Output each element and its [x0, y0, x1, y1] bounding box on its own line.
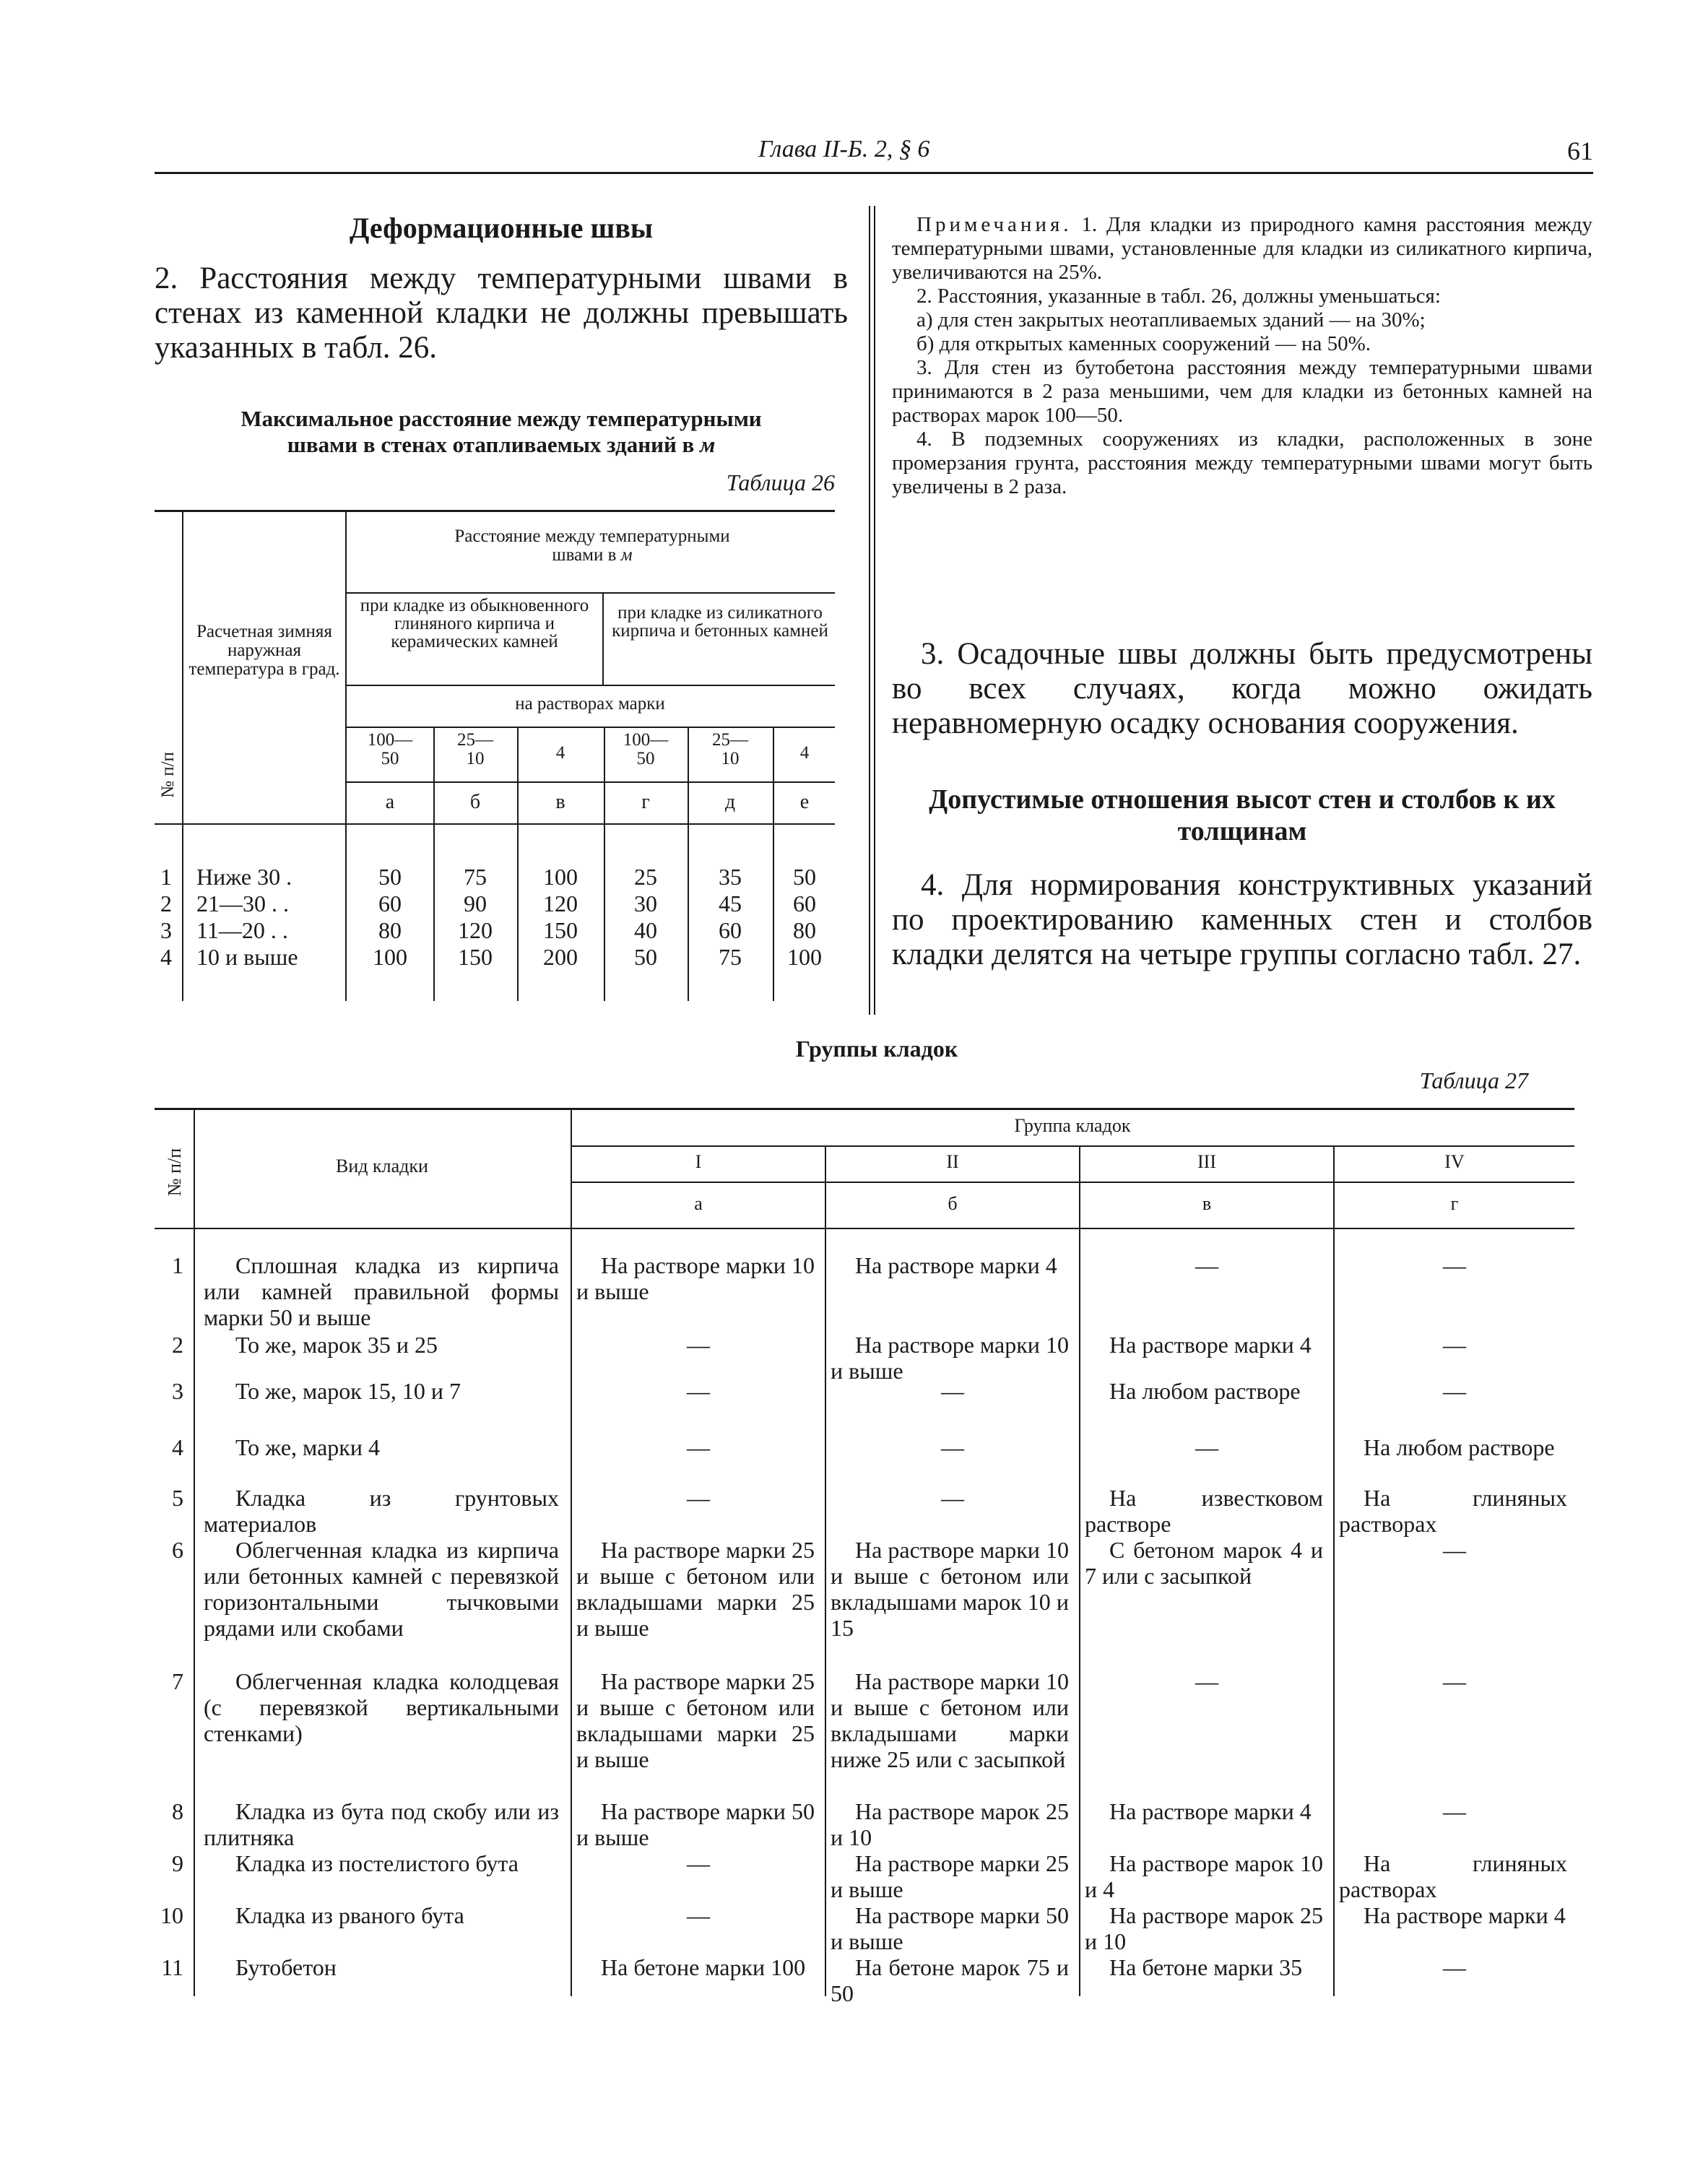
- table-27-title: Группы кладок: [795, 1036, 958, 1062]
- t27-cell: —: [687, 1485, 710, 1511]
- t27-cell: —: [1443, 1332, 1466, 1358]
- t27-group-IV: IV: [1444, 1151, 1465, 1172]
- note-1: [892, 213, 1592, 285]
- t26-cell: 75: [719, 944, 742, 970]
- t27-cell: —: [1195, 1668, 1218, 1694]
- t27-col-group: Группа кладок: [1014, 1115, 1131, 1136]
- t26-col-f: [774, 864, 835, 971]
- t27-group-II: II: [946, 1151, 959, 1172]
- t27-cell: —: [1195, 1252, 1218, 1278]
- table-26-title-line1: Максимальное расстояние между температурными: [240, 406, 762, 431]
- t27-cell: —: [687, 1434, 710, 1460]
- t27-cell: На бетоне марки 35: [1109, 1954, 1303, 1980]
- t27-kind: Бутобетон: [235, 1954, 337, 1980]
- t27-row-num: 5: [172, 1485, 183, 1511]
- t26-cell: 45: [719, 890, 742, 916]
- t27-letter-d: г: [1450, 1193, 1459, 1214]
- paragraph-2: 2. Расстояния между температурными швами в стенах из каменной кладки не должны превышать указанных в табл. 26.: [155, 261, 848, 365]
- t27-kind: Облегченная кладка из кирпича или бетонных камней с перевязкой горизонтальными тычковыми рядами или скобами: [204, 1537, 559, 1641]
- header-rule: [155, 172, 1593, 174]
- t26-letter-f: е: [799, 791, 810, 813]
- t26-cell: 90: [464, 890, 487, 916]
- t26-cell: 40: [634, 917, 657, 943]
- t27-cell: —: [1443, 1378, 1466, 1404]
- t27-cell: На бетоне марки 100: [601, 1954, 806, 1980]
- t26-grade-e: 25— 10: [712, 730, 748, 768]
- t27-cell: —: [687, 1332, 710, 1358]
- t27-kind: Кладка из рваного бута: [235, 1902, 464, 1928]
- t27-cell: На растворе марки 4: [1109, 1798, 1312, 1824]
- table-26-label: Таблица 26: [726, 469, 835, 495]
- section-heading-deformation: Деформационные швы: [349, 212, 654, 244]
- t26-letter-d: г: [641, 791, 650, 813]
- t26-cell: 60: [378, 890, 402, 916]
- note-2b: б) для открытых каменных сооружений — на 50%.: [916, 332, 1371, 355]
- t26-cell: 150: [458, 944, 493, 970]
- t27-cell: На растворе марки 25 и выше с бетоном или вкладышами марки 25 и выше: [576, 1668, 815, 1772]
- t26-cell: 150: [543, 917, 578, 943]
- t27-cell: —: [687, 1378, 710, 1404]
- t26-cell: 100: [543, 864, 578, 890]
- t26-cell: 120: [543, 890, 578, 916]
- t26-cell: 35: [719, 864, 742, 890]
- t27-kind: Кладка из грунтовых материалов: [204, 1485, 559, 1537]
- t27-cell: На растворе марки 50 и выше: [831, 1902, 1069, 1954]
- t26-sub-silicate: при кладке из силикатного кирпича и бетонных камней: [612, 603, 828, 641]
- t27-cell: На глиняных растворах: [1339, 1485, 1567, 1537]
- t27-row-num: 10: [160, 1902, 183, 1928]
- t27-row-num: 7: [172, 1668, 183, 1694]
- t27-cell: —: [1443, 1668, 1466, 1694]
- t26-letter-a: а: [385, 791, 395, 813]
- t26-col-d: [605, 864, 686, 971]
- t26-row-num: 2: [160, 890, 172, 916]
- paragraph-3: 3. Осадочные швы должны быть предусмотрены во всех случаях, когда можно ожидать неравномерную осадку основания сооружения.: [892, 637, 1592, 740]
- t26-temps: [196, 864, 341, 971]
- t27-cell: На растворе марки 10 и выше: [576, 1252, 815, 1304]
- t27-col-kind-label: Вид кладки: [336, 1156, 428, 1176]
- t27-cell: На растворе марок 10 и 4: [1085, 1850, 1323, 1902]
- t27-group-III: III: [1197, 1151, 1216, 1172]
- t27-cell: На любом растворе: [1109, 1378, 1301, 1404]
- t26-mortar: на растворах марки: [515, 694, 665, 714]
- t26-letter-b: б: [469, 791, 481, 813]
- t26-temp: 21—30 . .: [196, 890, 289, 916]
- t26-grade-c: 4: [555, 743, 565, 763]
- note-2: 2. Расстояния, указанные в табл. 26, должны уменьшаться:: [916, 285, 1441, 308]
- t27-row-num: 9: [172, 1850, 183, 1876]
- t27-cell: На растворе марки 4: [855, 1252, 1057, 1278]
- t27-row-num: 2: [172, 1332, 183, 1358]
- t27-cell: С бетоном марок 4 и 7 или с засыпкой: [1085, 1537, 1323, 1589]
- column-divider: [869, 206, 870, 1015]
- t26-cell: 25: [634, 864, 657, 890]
- t27-kind: Кладка из бута под скобу или из плитняка: [204, 1798, 559, 1850]
- t26-cell: 80: [793, 917, 816, 943]
- t26-letter-c: в: [555, 791, 565, 813]
- t27-header-bottom-rule: [155, 1228, 1574, 1229]
- t27-kind: Облегченная кладка колодцевая (с перевязкой вертикальными стенками): [204, 1668, 559, 1746]
- table-26-title-line2: швами в стенах отапливаемых зданий в м: [287, 432, 716, 457]
- t26-cell: 100: [373, 944, 407, 970]
- t27-kind: Кладка из постелистого бута: [235, 1850, 519, 1876]
- t27-cell: —: [1443, 1954, 1466, 1980]
- t27-row-num: 8: [172, 1798, 183, 1824]
- t26-cell: 50: [378, 864, 402, 890]
- t26-row-num: 1: [160, 864, 172, 890]
- notes-block: [892, 213, 1592, 499]
- t27-kind: То же, марки 4: [235, 1434, 380, 1460]
- page-number: 61: [1567, 136, 1593, 165]
- t26-cell: 100: [787, 944, 822, 970]
- t27-cell: На растворе марки 25 и выше с бетоном или вкладышами марки 25 и выше: [576, 1537, 815, 1641]
- t27-cell: На известковом растворе: [1085, 1485, 1323, 1537]
- t26-col-num: № п/п: [158, 752, 178, 798]
- t27-kind: Сплошная кладка из кирпича или камней правильной формы марки 50 и выше: [204, 1252, 559, 1330]
- t27-col-num: № п/п: [164, 1148, 185, 1197]
- t27-cell: На любом растворе: [1364, 1434, 1555, 1460]
- t26-row-num: 3: [160, 917, 172, 943]
- t26-col-b: [435, 864, 516, 971]
- column-divider-2: [874, 206, 875, 1015]
- t26-col-e: [689, 864, 771, 971]
- t26-cell: 60: [793, 890, 816, 916]
- table-27-label: Таблица 27: [1419, 1067, 1528, 1093]
- t27-letter-b: б: [948, 1193, 958, 1214]
- t27-cell: —: [1443, 1252, 1466, 1278]
- t26-cell: 80: [378, 917, 402, 943]
- t27-cell: На бетоне марок 75 и 50: [831, 1954, 1069, 2006]
- t26-cell: 30: [634, 890, 657, 916]
- t26-cell: 75: [464, 864, 487, 890]
- t26-temp: Ниже 30 .: [196, 864, 292, 890]
- t27-group-I: I: [695, 1151, 702, 1172]
- t26-row-num: 4: [160, 944, 172, 970]
- note-3: 3. Для стен из бутобетона расстояния между температурными швами принимаются в 2 раза меньшими, чем для кладки из бетонных камней на растворах марок 100—50.: [892, 356, 1592, 427]
- t27-kind: То же, марок 15, 10 и 7: [235, 1378, 461, 1404]
- t27-cell: —: [687, 1902, 710, 1928]
- t26-col-c: [519, 864, 602, 971]
- t27-kind: То же, марок 35 и 25: [235, 1332, 438, 1358]
- t27-row-num: 3: [172, 1378, 183, 1404]
- t26-col-a: [348, 864, 432, 971]
- t26-temp: 11—20 . .: [196, 917, 288, 943]
- t26-cell: 120: [458, 917, 493, 943]
- t27-cell: —: [687, 1850, 710, 1876]
- t27-cell: На растворе марки 4: [1364, 1902, 1566, 1928]
- running-head: Глава II-Б. 2, § 6: [758, 136, 930, 162]
- t27-cell: На растворе марки 50 и выше: [576, 1798, 815, 1850]
- t26-grade-b: 25— 10: [457, 730, 493, 768]
- paragraph-4: 4. Для нормирования конструктивных указаний по проектированию каменных стен и столбов кладки делятся на четыре группы согласно табл. 27.: [892, 868, 1592, 971]
- t27-cell: —: [1443, 1537, 1466, 1563]
- t26-grade-f: 4: [799, 743, 810, 763]
- table-26-title: [155, 406, 848, 458]
- t26-cell: 50: [634, 944, 657, 970]
- t26-sub-clay: при кладке из обыкновенного глиняного кирпича и керамических камней: [360, 596, 589, 651]
- note-2a: а) для стен закрытых неотапливаемых зданий — на 30%;: [916, 308, 1426, 331]
- t26-cell: 50: [793, 864, 816, 890]
- t26-header-bottom-rule: [155, 823, 835, 825]
- t27-cell: На растворе марки 10 и выше с бетоном или вкладышами марок 10 и 15: [831, 1537, 1069, 1641]
- t27-cell: На глиняных растворах: [1339, 1850, 1567, 1902]
- t27-cell: На растворе марки 10 и выше: [831, 1332, 1069, 1384]
- t26-letter-e: д: [724, 791, 736, 813]
- t26-row-numbers: [152, 864, 181, 971]
- t26-col-temp: Расчетная зимняя наружная температура в град.: [188, 622, 340, 679]
- t26-top-rule: [155, 510, 835, 512]
- t27-cell: —: [941, 1434, 964, 1460]
- t27-cell: На растворе марок 25 и 10: [1085, 1902, 1323, 1954]
- t26-temp: 10 и выше: [196, 944, 298, 970]
- t27-row-num: 1: [172, 1252, 183, 1278]
- section-heading-ratios: Допустимые отношения высот стен и столбов к их толщинам: [929, 784, 1556, 846]
- t27-row-num: 6: [172, 1537, 183, 1563]
- note-1-text: 1. Для кладки из природного камня расстояния между температурными швами, установленные для кладки из силикатного кирпича, увеличиваются на 25%.: [892, 213, 1592, 284]
- t27-cell: На растворе марок 25 и 10: [831, 1798, 1069, 1850]
- t27-cell: —: [1443, 1798, 1466, 1824]
- t27-row-num: 11: [161, 1954, 183, 1980]
- t27-cell: На растворе марки 25 и выше: [831, 1850, 1069, 1902]
- t26-grade-a: 100— 50: [367, 730, 413, 768]
- t27-cell: —: [941, 1485, 964, 1511]
- notes-label: Примечания.: [916, 213, 1072, 236]
- t27-cell: На растворе марки 4: [1109, 1332, 1312, 1358]
- t26-cell: 200: [543, 944, 578, 970]
- t26-col-group: Расстояние между температурными швами в м: [454, 526, 730, 565]
- t27-cell: На растворе марки 10 и выше с бетоном или вкладышами марки ниже 25 или с засыпкой: [831, 1668, 1069, 1772]
- t27-cell: —: [941, 1378, 964, 1404]
- t27-letter-a: а: [694, 1193, 703, 1214]
- t27-row-num: 4: [172, 1434, 183, 1460]
- t27-top-rule: [155, 1108, 1574, 1110]
- t27-cell: —: [1195, 1434, 1218, 1460]
- note-4: 4. В подземных сооружениях из кладки, расположенных в зоне промерзания грунта, расстояния между температурными швами могут быть увеличены в 2 раза.: [892, 428, 1592, 498]
- t26-grade-d: 100— 50: [623, 730, 669, 768]
- t26-cell: 60: [719, 917, 742, 943]
- t27-letter-c: в: [1202, 1193, 1212, 1214]
